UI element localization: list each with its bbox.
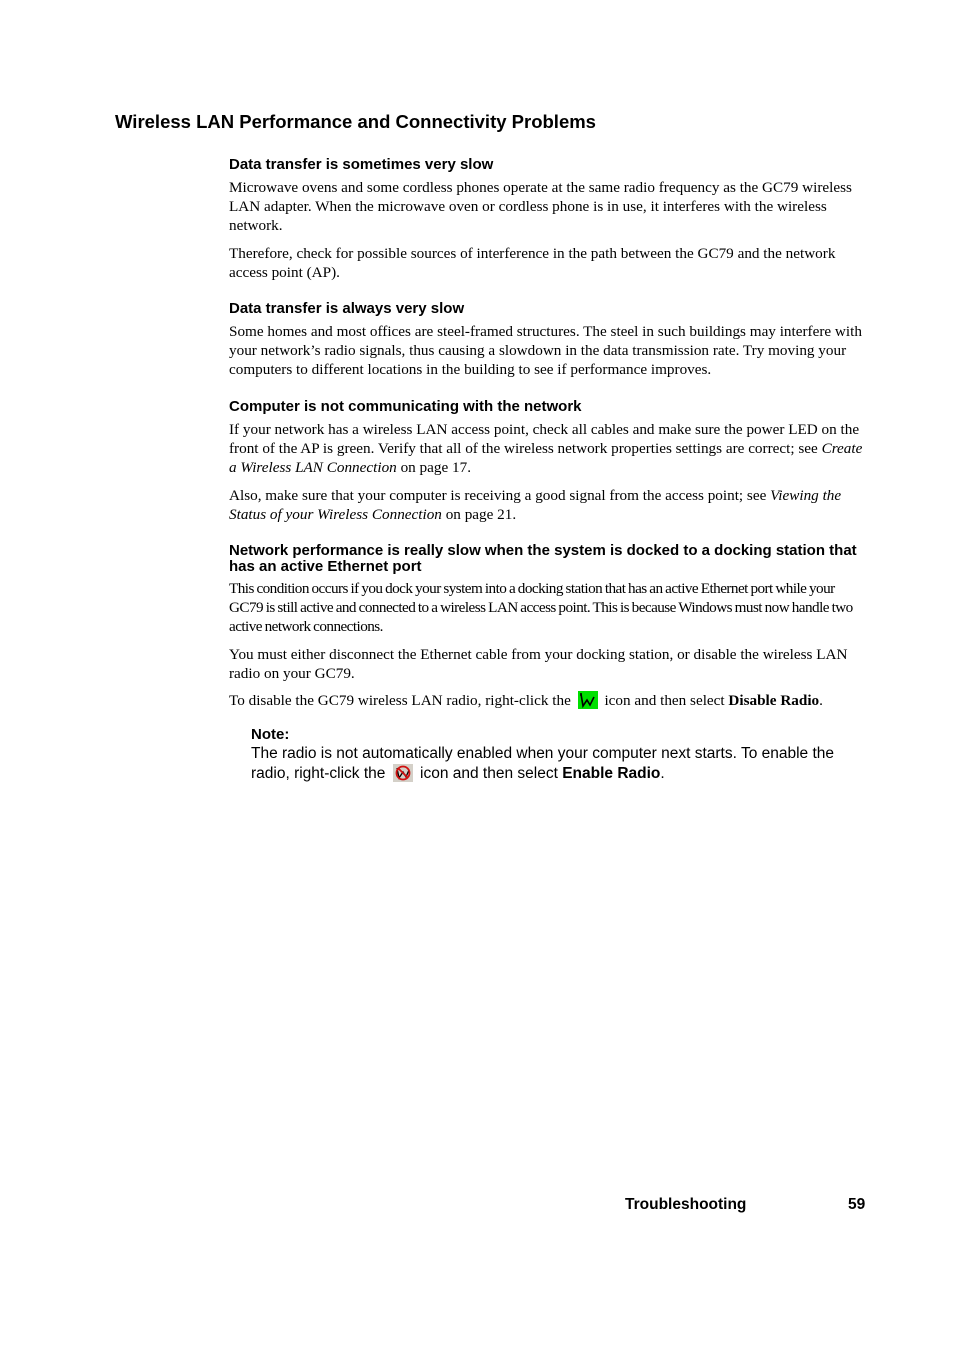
section-data-transfer-sometimes-slow	[229, 157, 869, 282]
body-paragraph: Some homes and most offices are steel-framed structures. The steel in such buildings may interfere with your network’s radio signals, thus causing a slowdown in the data transmission rate. Try moving your computers to different locations in the building to see if performance improves.	[229, 323, 862, 379]
note-box	[251, 726, 851, 783]
body-paragraph: You must either disconnect the Ethernet cable from your docking station, or disable the wireless LAN radio on your GC79.	[229, 645, 848, 682]
body-text: .	[819, 692, 823, 710]
section-heading: Data transfer is sometimes very slow	[229, 156, 494, 173]
body-paragraph: Microwave ovens and some cordless phones operate at the same radio frequency as the GC79 wireless LAN adapter. When the microwave oven or cordless phone is in use, it interferes with the wireless network.	[229, 179, 852, 235]
body-text: Also, make sure that your computer is receiving a good signal from the access point; see	[229, 486, 771, 504]
section-docking-station-slow	[229, 543, 869, 710]
section-heading: Data transfer is always very slow	[229, 300, 465, 317]
note-title: Note:	[251, 726, 290, 743]
body-paragraph: This condition occurs if you dock your system into a docking station that has an active Ethernet port while your GC79 is still active and connected to a wireless LAN access point. This is because Windows must now handle two active network connections.	[229, 580, 853, 636]
body-paragraph: Therefore, check for possible sources of interference in the path between the GC79 and the network access point (AP).	[229, 244, 836, 281]
body-text: icon and then select	[604, 692, 725, 710]
section-heading: Network performance is really slow when the system is docked to a docking station that has an active Ethernet port	[229, 542, 857, 575]
section-data-transfer-always-slow	[229, 301, 869, 380]
cross-reference-link[interactable]: Create a Wireless LAN Connection	[229, 440, 863, 477]
body-paragraph	[229, 691, 869, 710]
wireless-radio-off-icon	[393, 764, 413, 782]
body-text: If your network has a wireless LAN access point, check all cables and make sure the power LED on the front of the AP is green. Verify that all of the wireless network properties settings are correct; see	[229, 421, 860, 458]
footer-section-title: Troubleshooting	[625, 1196, 747, 1213]
section-heading: Computer is not communicating with the network	[229, 398, 582, 415]
body-text: on page 17.	[396, 459, 471, 477]
body-text: .	[660, 764, 665, 782]
body-text: icon and then select	[420, 764, 558, 782]
section-not-communicating	[229, 399, 869, 524]
body-paragraph	[229, 420, 869, 478]
body-text: on page 21.	[441, 505, 517, 523]
wireless-radio-on-icon	[578, 691, 598, 709]
cross-reference-link[interactable]: Viewing the Status of your Wireless Connection	[229, 486, 842, 523]
menu-command-text: Disable Radio	[728, 692, 820, 710]
footer-page-number: 59	[848, 1196, 866, 1213]
page-title: Wireless LAN Performance and Connectivity Problems	[115, 111, 596, 132]
note-text	[251, 744, 851, 783]
body-paragraph	[229, 486, 869, 524]
body-text: To disable the GC79 wireless LAN radio, right-click the	[229, 692, 571, 710]
body-text: The radio is not automatically enabled when your computer next starts. To enable the radio, right-click the	[251, 745, 835, 782]
menu-command-text: Enable Radio	[562, 764, 661, 782]
